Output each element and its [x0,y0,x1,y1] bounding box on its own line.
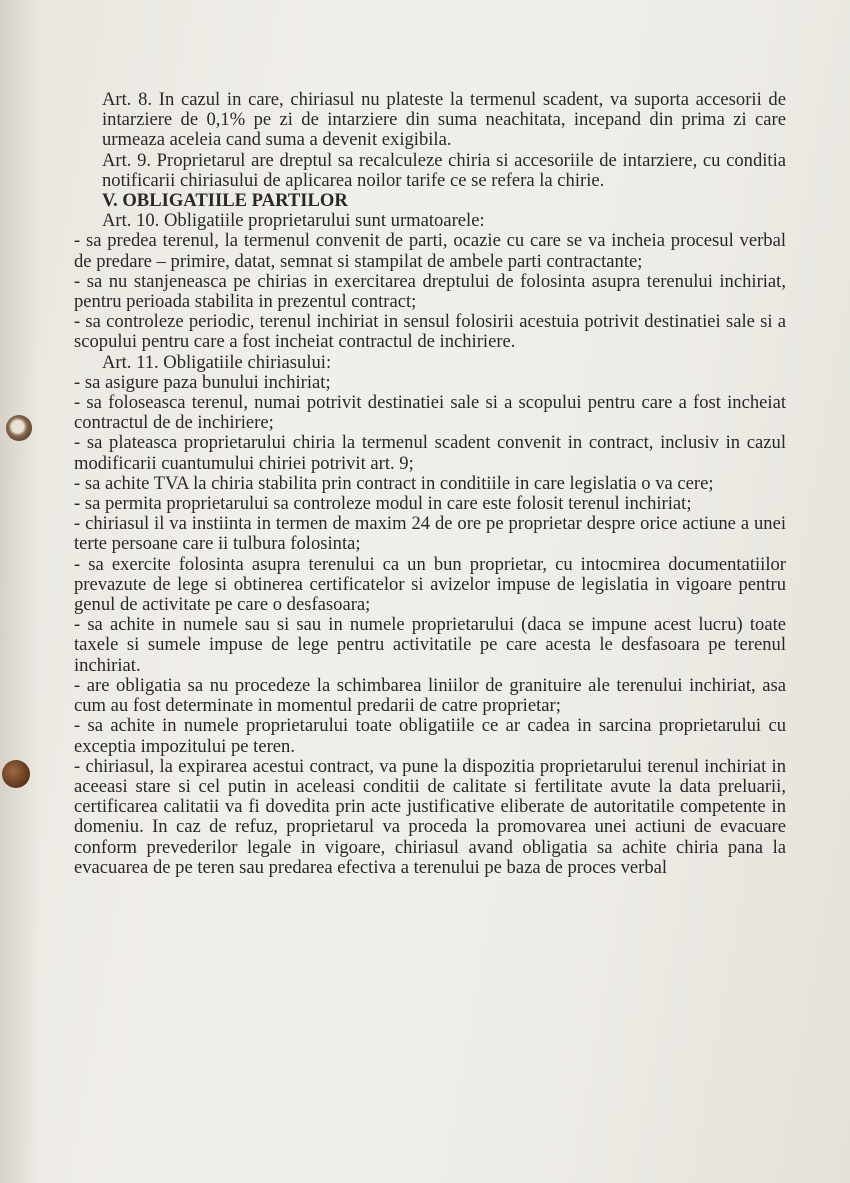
list-item: - sa permita proprietarului sa controleze modul in care este folosit terenul inchiriat; [74,493,692,515]
list-item: - sa exercite folosinta asupra terenului ca un bun proprietar, cu intocmirea documentatiilor prevazute de lege si obtinerea certificatelor si avizelor impuse de legislatia in vigoare pentru genul de activitate pe care o desfasoara; [74,553,786,616]
article-10: Art. 10. Obligatiile proprietarului sunt urmatoarele: [102,210,485,232]
list-item: - sa achite in numele sau si sau in numele proprietarului (daca se impune acest lucru) toate taxele si sumele impuse de lege pentru activitatile pe care acesta le desfasoara pe terenul inchiriat. [74,614,786,676]
list-item: - sa asigure paza bunului inchiriat; [74,371,331,393]
list-item: - chiriasul il va instiinta in termen de maxim 24 de ore pe proprietar despre orice actiune a unei terte persoane care ii tulbura folosinta; [74,513,786,555]
document-body [74,90,786,878]
list-item: - sa plateasca proprietarului chiria la termenul scadent convenit in contract, inclusiv in cazul modificarii cuantumului chiriei potrivit art. 9; [74,432,786,474]
list-item: - sa achite TVA la chiria stabilita prin contract in conditiile in care legislatia o va cere; [74,472,714,494]
page-edge-shadow [0,0,40,1183]
list-item: - sa predea terenul, la termenul convenit de parti, ocazie cu care se va incheia procesul verbal de predare – primire, datat, semnat si stampilat de ambele parti contractante; [74,230,786,272]
list-item: - sa foloseasca terenul, numai potrivit destinatiei sale si a scopului pentru care a fost incheiat contractul de de inchiriere; [74,392,786,434]
article-9: Art. 9. Proprietarul are dreptul sa recalculeze chiria si accesoriile de intarziere, cu conditia notificarii chiriasului de aplicarea noilor tarife ce se refera la chirie. [102,149,786,191]
list-item: - are obligatia sa nu procedeze la schimbarea liniilor de granituire ale terenului inchiriat, asa cum au fost determinate in momentul predarii de catre proprietar; [74,674,786,717]
section-heading: V. OBLIGATIILE PARTILOR [102,190,348,212]
punch-hole-icon [6,415,32,441]
article-8: Art. 8. In cazul in care, chiriasul nu plateste la termenul scadent, va suporta accesorii de intarziere de 0,1% pe zi de intarziere din suma neachitata, incepand din prima zi care urmeaza aceleia cand suma a devenit exigibila. [102,89,786,151]
list-item: - sa controleze periodic, terenul inchiriat in sensul folosirii acestuia potrivit destinatiei sale si a scopului pentru care a fost incheiat contractul de inchiriere. [74,311,786,353]
list-item: - chiriasul, la expirarea acestui contract, va pune la dispozitia proprietarului terenul inchiriat in aceeasi stare si cel putin in aceleasi conditii de calitate si fertilitate avute la data preluarii, certificarea calitatii va fi dovedita prin acte justificative eliberate de autoritatile competente in domeniu. In caz de refuz, proprietarul va proceda la promovarea unei actiuni de evacuare conform prevederilor legale in vigoare, chiriasul avand obligatia sa achite chiria pana la evacuarea de pe teren sau predarea efectiva a terenului pe baza de proces verbal [74,755,786,878]
punch-hole-icon [2,760,30,788]
article-11: Art. 11. Obligatiile chiriasului: [102,351,332,373]
list-item: - sa achite in numele proprietarului toate obligatiile ce ar cadea in sarcina proprietarului cu exceptia impozitului pe teren. [74,715,786,757]
list-item: - sa nu stanjeneasca pe chirias in exercitarea dreptului de folosinta asupra terenului inchiriat, pentru perioada stabilita in prezentul contract; [74,270,786,313]
